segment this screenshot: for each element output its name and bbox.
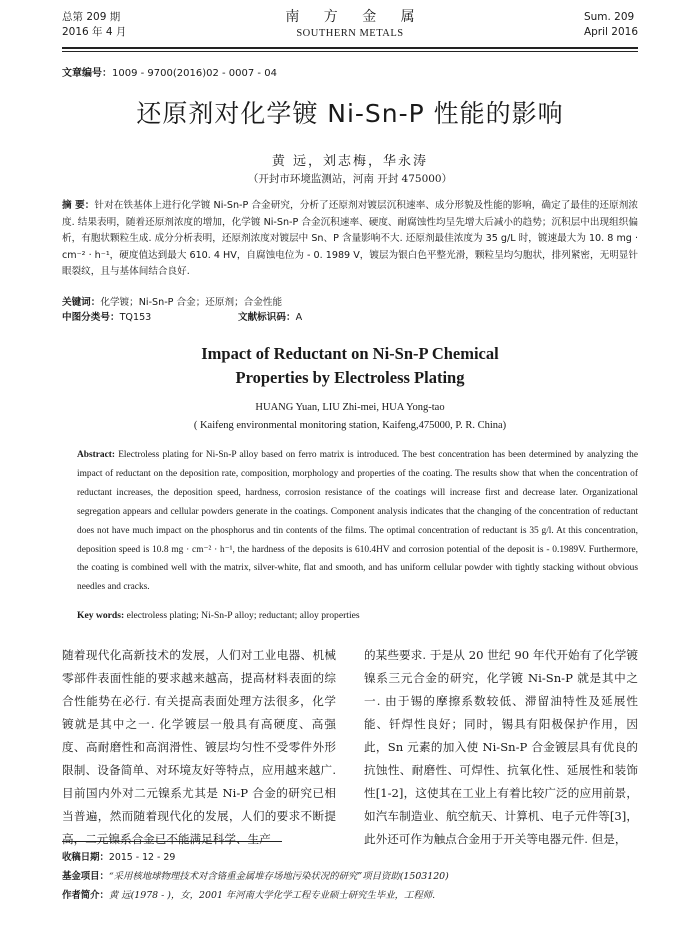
keywords-cn (62, 294, 638, 308)
footnote-received (62, 848, 638, 867)
article-number-label: 文章编号： (62, 68, 112, 79)
abstract-en (77, 446, 638, 597)
keywords-en (77, 610, 638, 621)
received-label: 收稿日期： (62, 852, 109, 863)
title-cn: 还原剂对化学镀 Ni-Sn-P 性能的影响 (136, 99, 564, 128)
authors-cn: 黄 远，刘志梅，华永涛 (271, 154, 429, 169)
title-en-line-2: Properties by Electroless Plating (235, 368, 465, 387)
affiliation-en: ( Kaifeng environmental monitoring station, Kaifeng,475000, P. R. China) (193, 420, 507, 431)
header-center (62, 8, 638, 41)
abstract-cn-label: 摘 要： (62, 200, 95, 211)
issue-date-en: April 2016 (583, 26, 638, 38)
affiliation-cn: （开封市环境监测站，河南 开封 475000） (247, 173, 453, 185)
keywords-cn-label: 关键词： (62, 297, 101, 308)
header-right (584, 10, 638, 40)
header-rule-thick (62, 47, 638, 49)
classification-cn-value: TQ153 (119, 312, 152, 323)
footnote-rule (62, 841, 282, 842)
document-code-cn (238, 309, 302, 323)
issue-number-cn: 总第 209 期 (62, 11, 121, 23)
issue-date-cn: 2016 年 4 月 (62, 26, 127, 38)
fund-text: “采用核地球物理技术对含铬重金属堆存场地污染状况的研究”项目资助(1503120) (108, 871, 449, 882)
fund-label: 基金项目： (62, 871, 109, 882)
header-rule-thin (62, 51, 638, 52)
abstract-cn (62, 198, 638, 281)
bio-label: 作者简介： (62, 890, 109, 901)
keywords-en-label: Key words: (77, 610, 125, 621)
running-header (62, 8, 638, 48)
body-text (62, 644, 638, 846)
classification-cn (62, 309, 151, 323)
classification-cn-label: 中图分类号： (62, 312, 120, 323)
document-code-cn-value: A (295, 312, 303, 323)
issue-number-en: Sum. 209 (583, 11, 635, 23)
footnote-bio (62, 886, 638, 905)
body-column-right: 的某些要求. 于是从 20 世纪 90 年代开始有了化学镀镍系三元合金的研究，化学镀 Ni-Sn-P 就是其中之一. 由于锡的摩擦系数较低、滞留油特性及延展性能、钎焊性良好；同时，锡具有阳极保护作用，因此，Sn 元素的加入使 Ni-Sn-P 合金镀层具有优良的抗蚀性、耐磨性、可焊性、抗氧化性、延展性和装饰性[1-2]，这使其在工业上有着比较广泛的应用前景，如汽车制造业、航空航天、计算机、电子元件等[3]，此外还可作为触点合金用于开关等电器元件. 但是， (364, 648, 638, 846)
footnotes (62, 848, 638, 905)
keywords-cn-text: 化学镀；Ni-Sn-P 合金；还原剂；合金性能 (100, 297, 283, 308)
article-number-value: 1009 - 9700(2016)02 - 0007 - 04 (112, 68, 277, 79)
article-number (62, 64, 277, 79)
body-column-left: 随着现代化高新技术的发展，人们对工业电器、机械零部件表面性能的要求越来越高，提高材料表面的综合性能势在必行. 有关提高表面处理方法很多，化学镀就是其中之一. 化学镀层一般具有高硬度、高强度、高耐磨性和高润滑性、镀层均匀性不受零件外形限制、设备简单、对环境友好等特点，应用越来越广. 目前国内外对二元镍系尤其是 Ni-P 合金的研究已相当普遍，然而随着现代化的发展，人们的要求不断提高，二元镍系合金已不能满足科学、生产 (62, 648, 336, 846)
journal-name-en: SOUTHERN METALS (296, 28, 404, 39)
abstract-cn-text: 针对在铁基体上进行化学镀 Ni-Sn-P 合金研究，分析了还原剂对镀层沉积速率、成分形貌及性能的影响，确定了最佳的还原剂浓度. 结果表明，随着还原剂浓度的增加，化学镀 Ni-Sn-P 合金沉积速率、硬度、耐腐蚀性均呈先增大后减小的趋势；沉积层中出现组织偏析，有胞状颗粒生成. 成分分析表明，还原剂浓度对镀层中 Sn、P 含量影响不大. 还原剂最佳浓度为 35 g/L 时，镀速最大为 10. 8 mg · cm⁻² · h⁻¹，硬度值达到最大 610. 4 HV，自腐蚀电位为 - 0. 1989 V，镀层为银白色平整光滑，颗粒呈均匀胞状，排列紧密，无明显针眼裂纹，且与基体间结合良好. (62, 200, 638, 277)
bio-text: 黄 远(1978 - )，女，2001 年河南大学化学工程专业硕士研究生毕业，工程师. (108, 890, 436, 901)
document-code-cn-label: 文献标识码： (238, 312, 296, 323)
journal-name-cn: 南 方 金 属 (285, 9, 425, 25)
title-en (0, 342, 700, 390)
footnote-fund (62, 867, 638, 886)
keywords-en-text: electroless plating; Ni-Sn-P alloy; reductant; alloy properties (126, 610, 360, 621)
title-en-line-1: Impact of Reductant on Ni-Sn-P Chemical (201, 344, 499, 363)
authors-en: HUANG Yuan, LIU Zhi-mei, HUA Yong-tao (255, 402, 445, 413)
abstract-en-text: Electroless plating for Ni-Sn-P alloy based on ferro matrix is introduced. The best concentration has been determined by analyzing the impact of reductant on the deposition rate, composition, morphology and properties of the coating. The results show that when the concentration of reductant increases, the deposition speed, hardness, corrosion resistance of the coatings will increase first and decrease later. Organizational segregation appears and cellular powders generate in the coatings. Component analysis indicates that the changing of the concentration of reductant does not have much impact on the phosphorus and tin contents of the films. The optimal concentration of reductant is 35 g/l. At this concentration, deposition speed is 10.8 mg · cm⁻² · h⁻¹, the hardness of the deposits is 610.4HV and corrosion potential of the deposit is - 0.1989V. Furthermore, the coating is combined well with the matrix, silver-white, flat and smooth, and has uniform cellular powder with tightly stacking without obvious needles and cracks. (77, 450, 639, 593)
received-date: 2015 - 12 - 29 (108, 852, 176, 863)
abstract-en-label: Abstract: (77, 450, 116, 460)
